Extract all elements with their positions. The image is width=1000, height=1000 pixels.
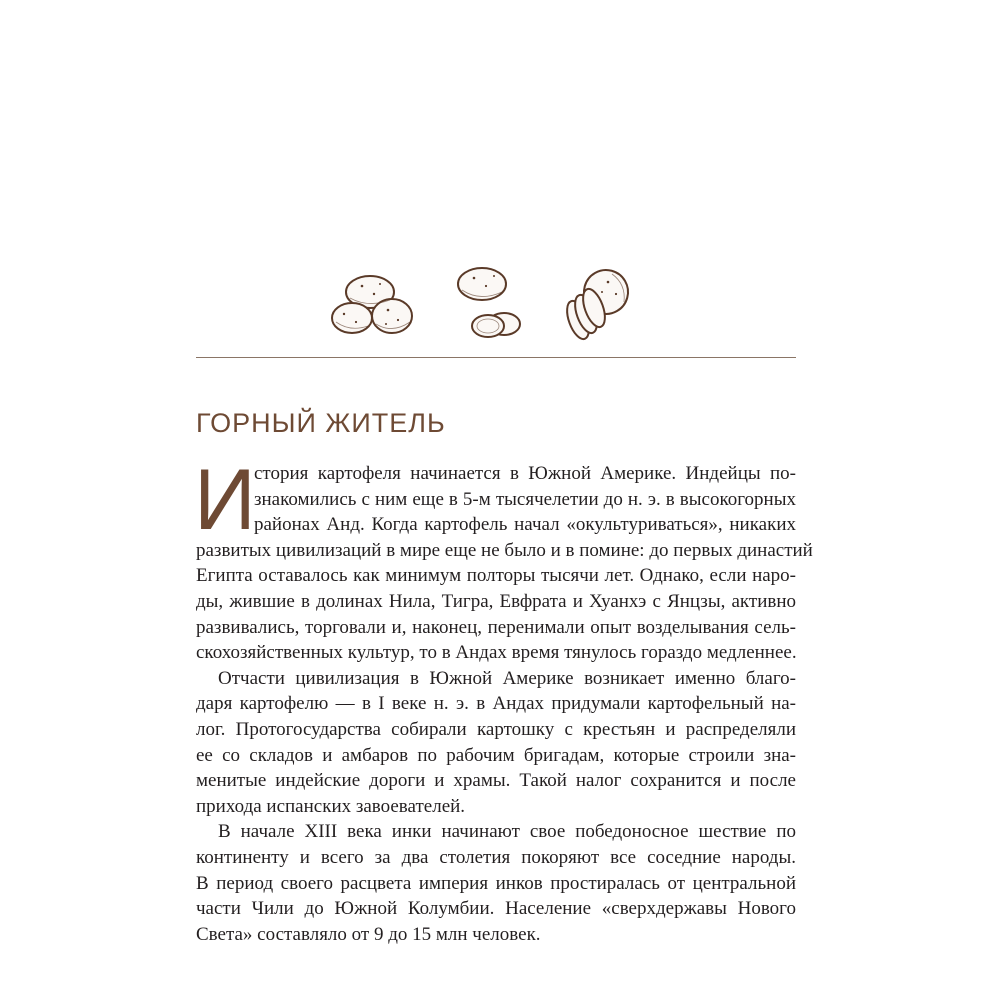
potato-illustrations xyxy=(320,262,640,346)
potato-pile-icon xyxy=(328,262,414,338)
drop-cap: И xyxy=(194,452,256,548)
text-line: ее со складов и амбаров по рабочим бригадам, которые строили зна- xyxy=(196,744,796,766)
sliced-potato-icon xyxy=(556,262,636,346)
text-line: менитые индейские дороги и храмы. Такой налог сохранится и после xyxy=(196,770,796,792)
section-divider xyxy=(196,357,796,358)
text-line: ды, жившие в долинах Нила, Тигра, Евфрата и Хуанхэ с Янцзы, активно xyxy=(196,590,796,612)
text-line: Отчасти цивилизация в Южной Америке возникает именно благо- xyxy=(218,667,796,689)
text-line: развитых цивилизаций в мире еще не было и в помине: до первых династий xyxy=(196,539,813,561)
text-line: развивались, торговали и, наконец, перенимали опыт возделывания сель- xyxy=(196,616,796,638)
text-line: лог. Протогосударства собирали картошку с крестьян и распределяли xyxy=(196,718,796,740)
text-line: скохозяйственных культур, то в Андах время тянулось гораздо медленнее. xyxy=(196,642,797,664)
text-line: В период своего расцвета империя инков простиралась от центральной xyxy=(196,872,796,894)
body-text xyxy=(194,452,813,947)
potato-with-slices-icon xyxy=(454,262,524,342)
text-line: части Чили до Южной Колумбии. Население «сверхдержавы Нового xyxy=(196,898,796,920)
text-line: прихода испанских завоевателей. xyxy=(196,795,466,817)
text-line: стория картофеля начинается в Южной Америке. Индейцы по- xyxy=(254,463,796,484)
text-line: Египта оставалось как минимум полторы тысячи лет. Однако, если наро- xyxy=(196,565,796,587)
text-line: знакомились с ним еще в 5-м тысячелетии до н. э. в высокогорных xyxy=(254,488,796,510)
section-heading: ГОРНЫЙ ЖИТЕЛЬ xyxy=(196,408,446,438)
text-line: В начале XIII века инки начинают свое победоносное шествие по xyxy=(218,821,796,843)
text-line: районах Анд. Когда картофель начал «окультуриваться», никаких xyxy=(254,514,796,536)
text-line: континенту и всего за два столетия покоряют все соседние народы. xyxy=(196,846,796,868)
text-line: Света» составляло от 9 до 15 млн человек. xyxy=(196,923,541,945)
text-line: даря картофелю — в I веке н. э. в Андах придумали картофельный на- xyxy=(196,693,796,715)
